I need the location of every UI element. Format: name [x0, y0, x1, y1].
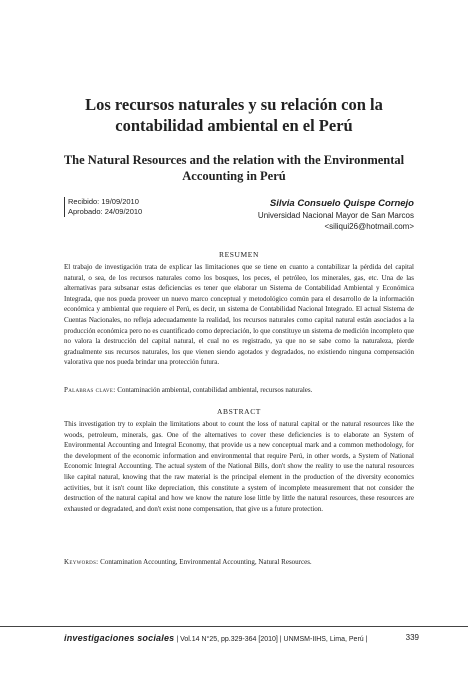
resumen-keywords-text: Contaminación ambiental, contabilidad ambiental, recursos naturales.	[117, 386, 313, 394]
received-date: Recibido: 19/09/2010	[68, 197, 139, 206]
page-footer	[64, 633, 419, 645]
resumen-keywords-label: Palabras clave:	[64, 386, 116, 394]
approved-date: Aprobado: 24/09/2010	[68, 207, 143, 216]
author-block	[258, 197, 414, 232]
abstract-keywords	[64, 557, 414, 568]
resumen-heading: RESUMEN	[218, 250, 260, 259]
journal-citation: | Vol.14 N°25, pp.329-364 [2010] | UNMSM-IIHS, Lima, Perú |	[176, 636, 368, 643]
abstract-heading: ABSTRACT	[217, 407, 261, 416]
resumen-body: El trabajo de investigación trata de explicar las limitaciones que se tiene en cuanto a contabilizar la pérdida del capital natural, o sea, de los recursos naturales como los bosques, los peces, el petróleo, los minerales, gas, etc. Una de las alternativas para subsanar estas deficiencias es tener que elaborar un Sistema de Contabilidad Ambiental y Económica Integrada, que nos pueda proveer un nuevo marco conceptual y metodológico común para el desarrollo de la información económica y ambiental que requiere el Perú, es decir, un sistema de Contabilidad Nacional Integrado. El actual Sistema de Cuentas Nacionales, no refleja adecuadamente la realidad, los recursos naturales como capital natural están asociados a la producción económica pero no es cuantificado como depreciación, lo que constituye un sistema de medición incompleto que no valora la destrucción del capital natural, el cual no es registrado, ya que no se sabe como la naturaleza, pierde gradualmente sus recursos naturales, los que vienen siendo agotados y degradados, no existiendo ninguna compensación valorativa que nos pueda brindar una protección futura.	[64, 263, 414, 367]
resumen-keywords	[64, 385, 414, 396]
article-title-spanish: Los recursos naturales y su relación con la contabilidad ambiental en el Perú	[85, 95, 383, 135]
page-number: 339	[405, 633, 419, 642]
abstract-body: This investigation try to explain the limitations about to count the loss of natural capital or the natural resources like the woods, petroleum, minerals, gas. One of the alternatives to cover these deficiencies is to elaborate an System of Environmental Accounting and Integral Economy, that provide us a new conceptual mark and a common methodology, for the development of the economic information and environmental that require Perú, in other words, a System of National Economic Integral Accounting. The actual system of the National Bills, don't show the reality to use the natural resources like capital natural, knowing that the raw material is the principal element in the production of the diversity economics activities, but it isn't count like depreciation, this constitute a system of incomplete measurement that not consider the destruction of the natural capital and how we know the nature lose little by little the natural resources, these resources are exhausted or degradated, and don't exist none compensation, that give us a future protection.	[64, 420, 414, 513]
author-affiliation: Universidad Nacional Mayor de San Marcos	[257, 211, 414, 220]
author-email: <siliqui26@hotmail.com>	[324, 222, 414, 231]
article-title-english: The Natural Resources and the relation with the Environmental Accounting in Perú	[63, 153, 405, 183]
abstract-keywords-label: Keywords:	[64, 558, 99, 566]
footer-divider	[0, 626, 468, 627]
submission-dates	[64, 197, 142, 217]
author-name: Silvia Consuelo Quispe Cornejo	[269, 198, 414, 209]
journal-name: investigaciones sociales	[64, 633, 175, 643]
abstract-keywords-text: Contamination Accounting, Environmental Accounting, Natural Resources.	[100, 558, 312, 566]
